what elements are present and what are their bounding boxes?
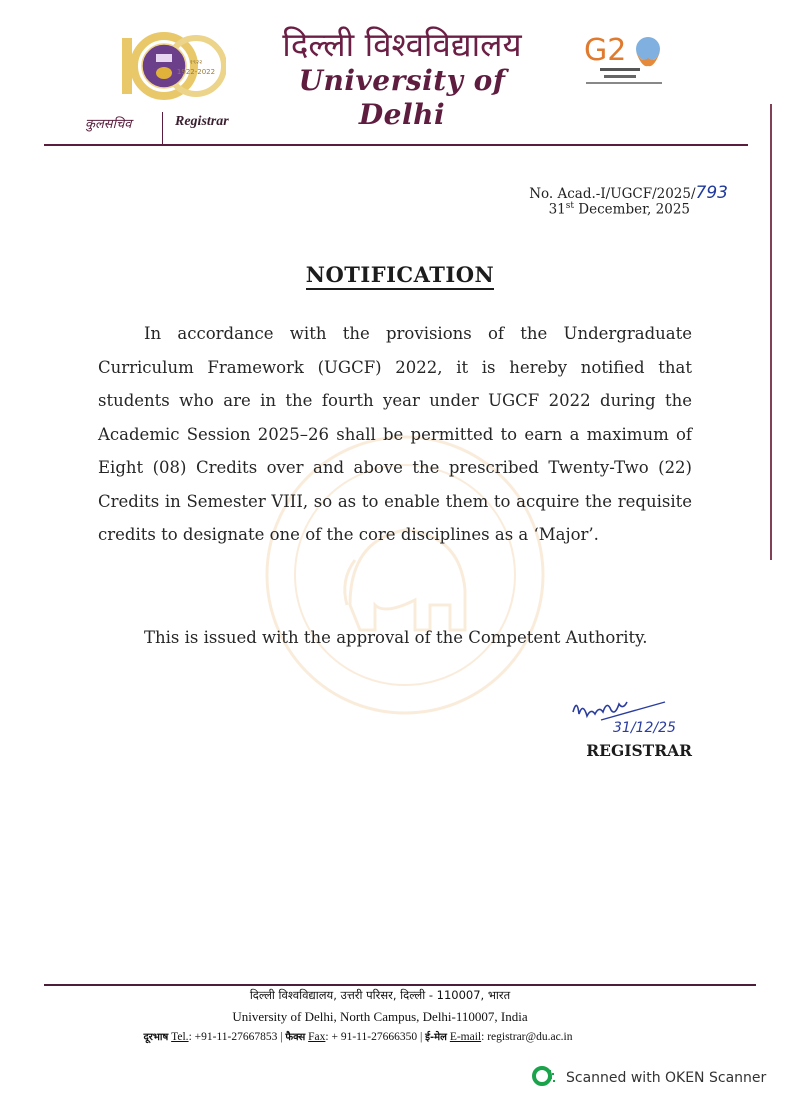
svg-text:G2: G2 [584,33,627,68]
reference-number [420,183,728,203]
email-value[interactable]: : registrar@du.ac.in [481,1031,573,1043]
date-rest: December, 2025 [574,201,690,218]
approval-paragraph: This is issued with the approval of the Competent Authority. [144,628,648,647]
fax-label: Fax [308,1031,326,1043]
signature-date: 31/12/25 [613,720,675,736]
university-name-english: University of Delhi [298,64,506,131]
tel-value: : +91-11-27667853 | [188,1031,286,1043]
handwritten-signature-icon [565,690,675,740]
email-label-hindi: ई-मेल [425,1032,447,1043]
date-suffix: st [565,201,574,211]
email-label: E-mail [449,1031,482,1043]
fax-label-hindi: फैक्स [285,1032,306,1043]
university-name-hindi: दिल्ली विश्वविद्यालय [282,25,522,64]
fax-value: : + 91-11-27666350 | [325,1031,426,1043]
centenary-years: 1922-2022 [176,68,216,76]
notification-date [420,201,690,218]
centenary-logo-icon [116,28,226,100]
scanner-label: Scanned with OKEN Scanner [566,1070,767,1086]
notification-body-paragraph: In accordance with the provisions of the Undergraduate Curriculum Framework (UGCF) 2022, it is hereby notified that students who are in the fourth year under UGCF 2022 during the Academic Session 2025–26 shall be permitted to earn a maximum of Eight (08) Credits over and above the prescribed Twenty-Two (22) Credits in Semester VIII, so as to enable them to acquire the requisite credits to designate one of the core disciplines as a ‘Major’. [98,324,692,544]
header-divider [44,144,748,146]
notification-title-text: NOTIFICATION [306,262,494,290]
date-day: 31 [548,201,566,218]
svg-text:१९२२: १९२२ [189,59,203,66]
tel-label-hindi: दूरभाष [143,1032,169,1043]
office-separator [162,112,163,146]
margin-line [770,104,772,560]
office-label-english: Registrar [175,114,229,129]
tel-label: Tel. [171,1031,189,1043]
g20-logo-icon [582,28,672,94]
footer-divider [44,984,756,986]
office-label-hindi: कुलसचिव [85,117,132,132]
footer-address-english: University of Delhi, North Campus, Delhi-110007, India [232,1009,528,1024]
reference-number-printed: No. Acad.-I/UGCF/2025/ [529,186,696,202]
footer-address-hindi: दिल्ली विश्वविद्यालय, उत्तरी परिसर, दिल्ली - 110007, भारत [249,988,511,1002]
notification-title [200,262,600,287]
reference-number-handwritten: 793 [695,183,728,203]
signatory-designation: REGISTRAR [586,741,692,760]
footer-contact-line [38,1029,678,1043]
scanner-badge [532,1066,766,1090]
oken-scanner-icon [532,1065,556,1091]
